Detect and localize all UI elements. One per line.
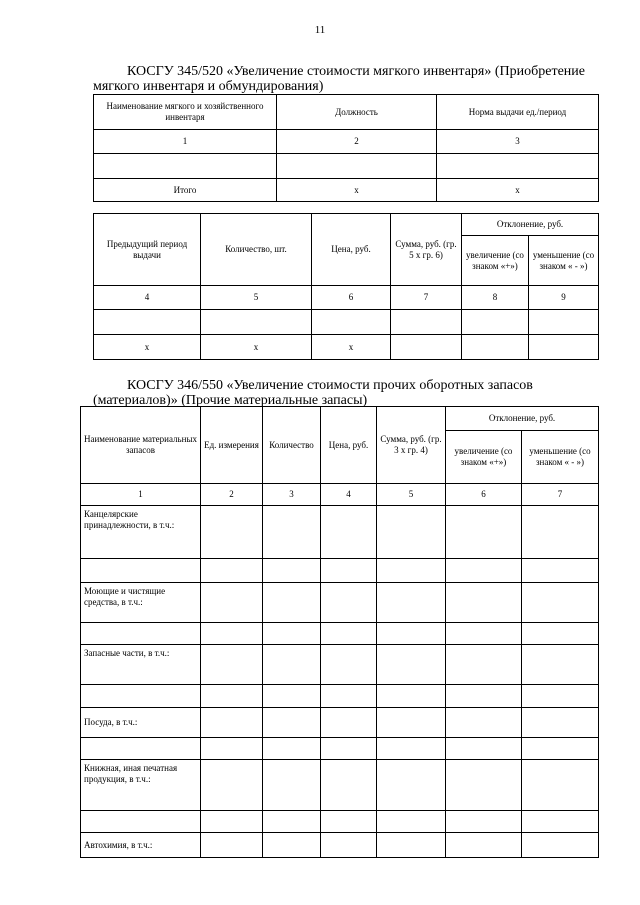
empty-cell: [201, 738, 263, 760]
col-header-deviation: Отклонение, руб.: [446, 407, 599, 431]
empty-cell: [446, 506, 522, 559]
column-number: 9: [529, 286, 599, 310]
empty-cell: [81, 738, 201, 760]
empty-cell: [377, 811, 446, 833]
empty-cell: [263, 833, 321, 858]
empty-cell: [263, 708, 321, 738]
empty-cell: [81, 685, 201, 708]
empty-cell: [446, 760, 522, 811]
empty-cell: [446, 833, 522, 858]
col-header-position: Должность: [277, 95, 437, 130]
empty-cell: [321, 685, 377, 708]
empty-cell: [391, 310, 462, 335]
total-x-mark: х: [437, 179, 599, 202]
empty-cell: [522, 583, 599, 623]
empty-cell: [321, 738, 377, 760]
col-header-material-name: Наименование материальных запасов: [81, 407, 201, 484]
empty-cell: [446, 708, 522, 738]
section1-heading-line1: КОСГУ 345/520 «Увеличение стоимости мягкого инвентаря» (Приобретение: [127, 64, 586, 79]
column-number: 4: [94, 286, 201, 310]
empty-cell: [312, 310, 391, 335]
empty-cell: [377, 760, 446, 811]
empty-cell: [377, 506, 446, 559]
empty-cell: [446, 623, 522, 645]
empty-cell: [377, 583, 446, 623]
column-number: 4: [321, 484, 377, 506]
column-number: 5: [201, 286, 312, 310]
material-row-label: Книжная, иная печатная продукция, в т.ч.:: [81, 760, 201, 811]
empty-cell: [522, 833, 599, 858]
column-number: 8: [462, 286, 529, 310]
col-header-sum: Сумма, руб. (гр. 3 х гр. 4): [377, 407, 446, 484]
material-row-label: Автохимия, в т.ч.:: [81, 833, 201, 858]
empty-cell: [263, 760, 321, 811]
empty-cell: [529, 335, 599, 360]
empty-cell: [94, 310, 201, 335]
inventory-cost-table: [93, 213, 599, 360]
material-row-label: Запасные части, в т.ч.:: [81, 645, 201, 685]
empty-cell: [201, 623, 263, 645]
empty-cell: [201, 833, 263, 858]
empty-cell: [446, 559, 522, 583]
empty-cell: [81, 623, 201, 645]
empty-cell: [446, 811, 522, 833]
column-number: 7: [522, 484, 599, 506]
empty-cell: [462, 335, 529, 360]
col-header-unit: Ед. измерения: [201, 407, 263, 484]
empty-cell: [321, 645, 377, 685]
empty-cell: [201, 645, 263, 685]
empty-cell: [201, 708, 263, 738]
empty-cell: [377, 708, 446, 738]
empty-cell: [263, 645, 321, 685]
section2-heading-line2: (материалов)» (Прочие материальные запасы): [93, 393, 368, 408]
column-number: 1: [94, 130, 277, 154]
empty-cell: [377, 645, 446, 685]
inventory-norms-table: [93, 94, 599, 202]
empty-cell: [522, 811, 599, 833]
empty-cell: [321, 506, 377, 559]
empty-cell: [377, 685, 446, 708]
empty-cell: [446, 645, 522, 685]
x-mark: х: [94, 335, 201, 360]
material-row-label: Моющие и чистящие средства, в т.ч.:: [81, 583, 201, 623]
col-header-inventory-name: Наименование мягкого и хозяйственного инвентаря: [94, 95, 277, 130]
col-header-quantity: Количество: [263, 407, 321, 484]
col-header-price: Цена, руб.: [312, 214, 391, 286]
empty-cell: [94, 154, 277, 179]
total-x-mark: х: [277, 179, 437, 202]
column-number: 3: [437, 130, 599, 154]
empty-cell: [321, 623, 377, 645]
empty-cell: [277, 154, 437, 179]
col-header-deviation: Отклонение, руб.: [462, 214, 599, 236]
column-number: 1: [81, 484, 201, 506]
column-number: 6: [446, 484, 522, 506]
empty-cell: [377, 559, 446, 583]
empty-cell: [522, 506, 599, 559]
empty-cell: [522, 645, 599, 685]
col-header-increase: увеличение (со знаком «+»): [446, 431, 522, 484]
material-row-label: Канцелярские принадлежности, в т.ч.:: [81, 506, 201, 559]
column-number: 5: [377, 484, 446, 506]
col-header-price: Цена, руб.: [321, 407, 377, 484]
col-header-decrease: уменьшение (со знаком « - »): [529, 236, 599, 286]
empty-cell: [446, 738, 522, 760]
empty-cell: [263, 623, 321, 645]
empty-cell: [201, 506, 263, 559]
column-number: 2: [201, 484, 263, 506]
column-number: 2: [277, 130, 437, 154]
empty-cell: [263, 738, 321, 760]
empty-cell: [201, 310, 312, 335]
col-header-issue-norm: Норма выдачи ед./период: [437, 95, 599, 130]
empty-cell: [522, 623, 599, 645]
col-header-quantity: Количество, шт.: [201, 214, 312, 286]
empty-cell: [522, 738, 599, 760]
x-mark: х: [312, 335, 391, 360]
column-number: 7: [391, 286, 462, 310]
empty-cell: [529, 310, 599, 335]
section2-heading-line1: КОСГУ 346/550 «Увеличение стоимости прочих оборотных запасов: [127, 378, 533, 393]
col-header-decrease: уменьшение (со знаком « - »): [522, 431, 599, 484]
empty-cell: [321, 583, 377, 623]
empty-cell: [522, 685, 599, 708]
empty-cell: [201, 811, 263, 833]
column-number: 3: [263, 484, 321, 506]
col-header-sum: Сумма, руб. (гр. 5 х гр. 6): [391, 214, 462, 286]
empty-cell: [263, 685, 321, 708]
empty-cell: [377, 738, 446, 760]
empty-cell: [263, 559, 321, 583]
empty-cell: [377, 833, 446, 858]
empty-cell: [321, 811, 377, 833]
empty-cell: [446, 685, 522, 708]
x-mark: х: [201, 335, 312, 360]
empty-cell: [263, 583, 321, 623]
empty-cell: [446, 583, 522, 623]
empty-cell: [391, 335, 462, 360]
empty-cell: [462, 310, 529, 335]
empty-cell: [321, 833, 377, 858]
empty-cell: [81, 811, 201, 833]
materials-table: [80, 406, 599, 858]
page-number: 11: [314, 24, 326, 36]
empty-cell: [321, 708, 377, 738]
column-number: 6: [312, 286, 391, 310]
empty-cell: [201, 583, 263, 623]
empty-cell: [81, 559, 201, 583]
col-header-increase: увеличение (со знаком «+»): [462, 236, 529, 286]
empty-cell: [377, 623, 446, 645]
col-header-prev-period: Предыдущий период выдачи: [94, 214, 201, 286]
empty-cell: [437, 154, 599, 179]
empty-cell: [201, 685, 263, 708]
empty-cell: [263, 811, 321, 833]
empty-cell: [263, 506, 321, 559]
material-row-label: Посуда, в т.ч.:: [81, 708, 201, 738]
total-label: Итого: [94, 179, 277, 202]
empty-cell: [522, 559, 599, 583]
section1-heading-line2: мягкого инвентаря и обмундирования): [93, 79, 324, 94]
empty-cell: [321, 559, 377, 583]
empty-cell: [522, 708, 599, 738]
empty-cell: [522, 760, 599, 811]
empty-cell: [321, 760, 377, 811]
empty-cell: [201, 559, 263, 583]
empty-cell: [201, 760, 263, 811]
